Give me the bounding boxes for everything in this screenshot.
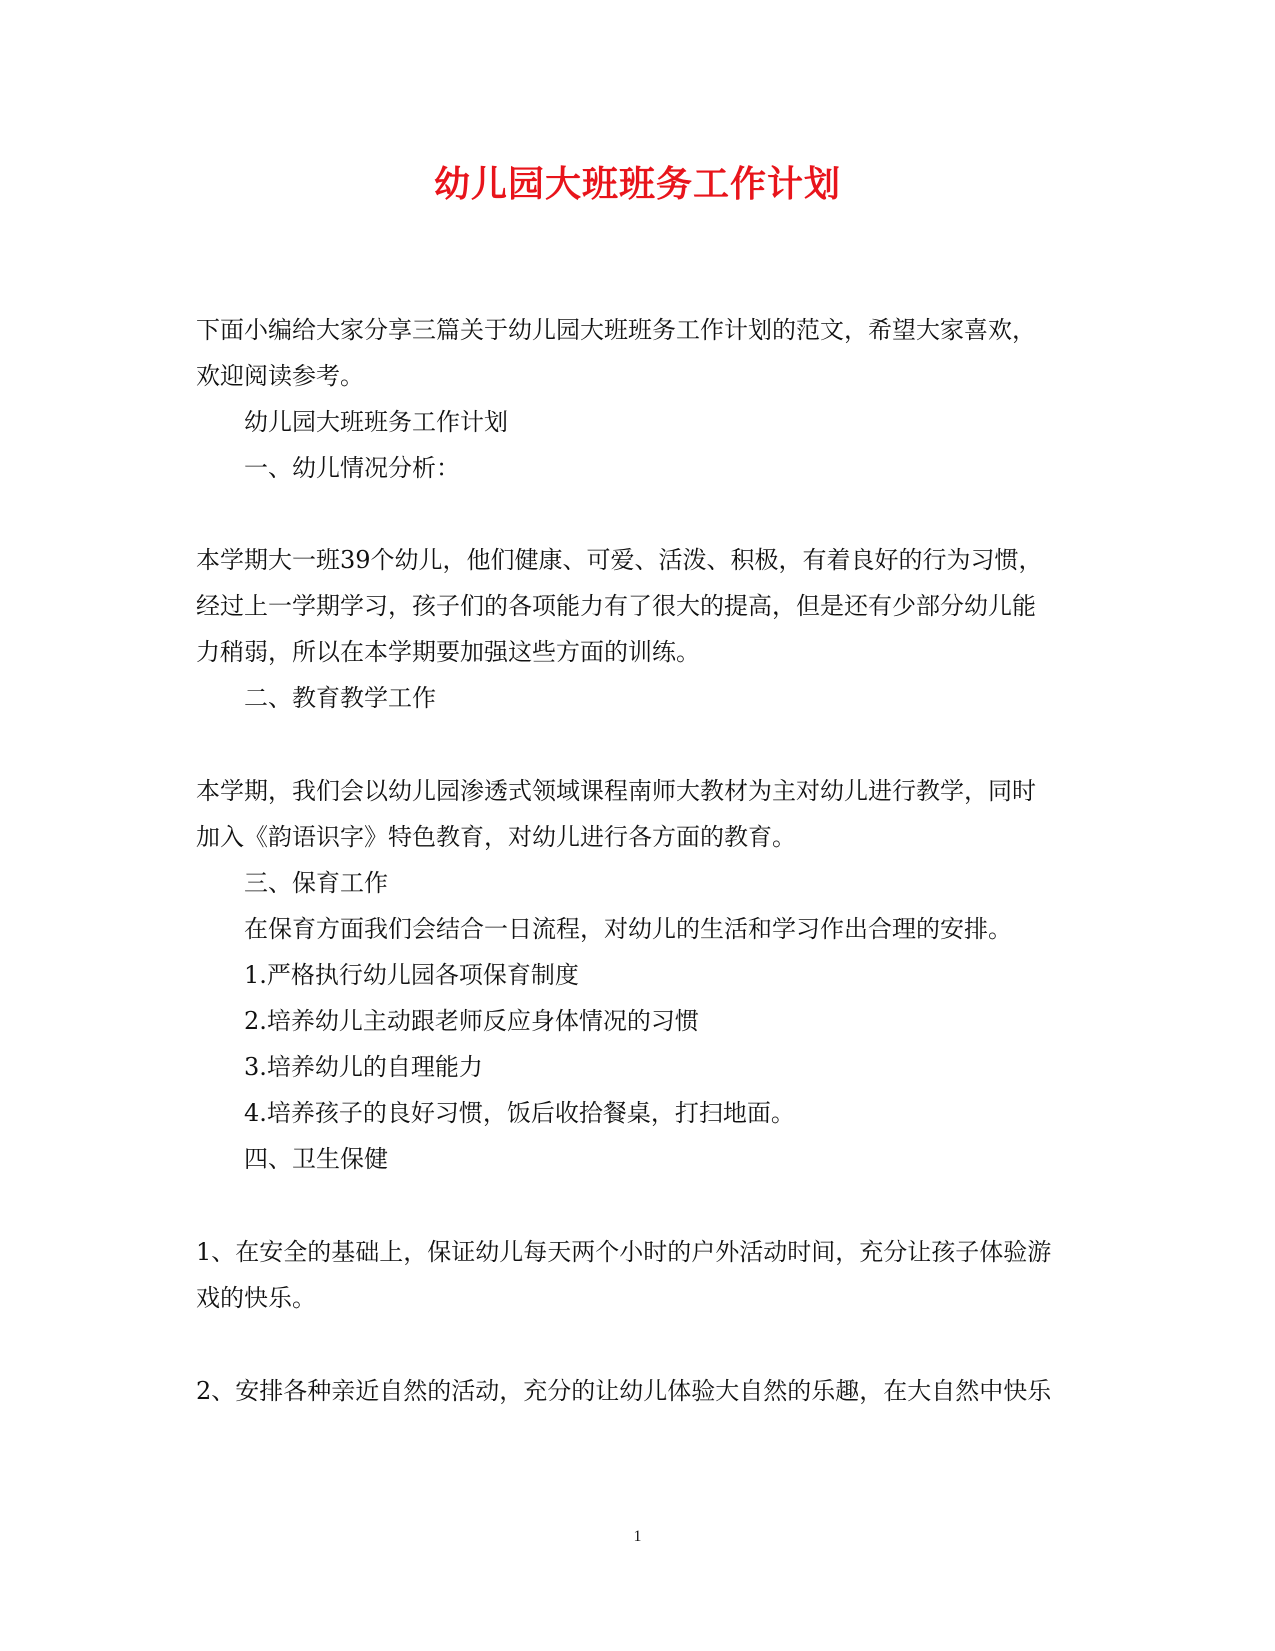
paragraph-line: 1、在安全的基础上，保证幼儿每天两个小时的户外活动时间，充分让孩子体验游: [196, 1238, 1052, 1266]
paragraph-line: 2、安排各种亲近自然的活动，充分的让幼儿体验大自然的乐趣，在大自然中快乐: [196, 1377, 1052, 1405]
paragraph-line: 加入《韵语识字》特色教育，对幼儿进行各方面的教育。: [196, 823, 796, 851]
page-number: 1: [633, 1528, 642, 1545]
list-item: 1.严格执行幼儿园各项保育制度: [244, 961, 579, 989]
paragraph-line: 经过上一学期学习，孩子们的各项能力有了很大的提高，但是还有少部分幼儿能: [196, 592, 1036, 620]
section-heading: 一、幼儿情况分析：: [244, 454, 460, 482]
list-item: 4.培养孩子的良好习惯，饭后收拾餐桌，打扫地面。: [244, 1099, 795, 1127]
paragraph-line: 下面小编给大家分享三篇关于幼儿园大班班务工作计划的范文，希望大家喜欢，: [196, 316, 1036, 344]
section-heading: 二、教育教学工作: [244, 684, 436, 712]
paragraph-line: 本学期大一班39个幼儿，他们健康、可爱、活泼、积极，有着良好的行为习惯，: [196, 546, 1043, 574]
section-heading: 四、卫生保健: [244, 1145, 388, 1173]
section-heading: 三、保育工作: [244, 869, 388, 897]
list-item: 2.培养幼儿主动跟老师反应身体情况的习惯: [244, 1007, 699, 1035]
paragraph-line: 力稍弱，所以在本学期要加强这些方面的训练。: [196, 638, 700, 666]
list-item: 3.培养幼儿的自理能力: [244, 1053, 483, 1081]
section-heading: 幼儿园大班班务工作计划: [244, 408, 508, 436]
paragraph-line: 戏的快乐。: [196, 1284, 316, 1312]
paragraph-line: 本学期，我们会以幼儿园渗透式领域课程南师大教材为主对幼儿进行教学，同时: [196, 777, 1036, 805]
paragraph-line: 在保育方面我们会结合一日流程，对幼儿的生活和学习作出合理的安排。: [244, 915, 1012, 943]
paragraph-line: 欢迎阅读参考。: [196, 362, 364, 390]
document-title: 幼儿园大班班务工作计划: [433, 163, 841, 205]
